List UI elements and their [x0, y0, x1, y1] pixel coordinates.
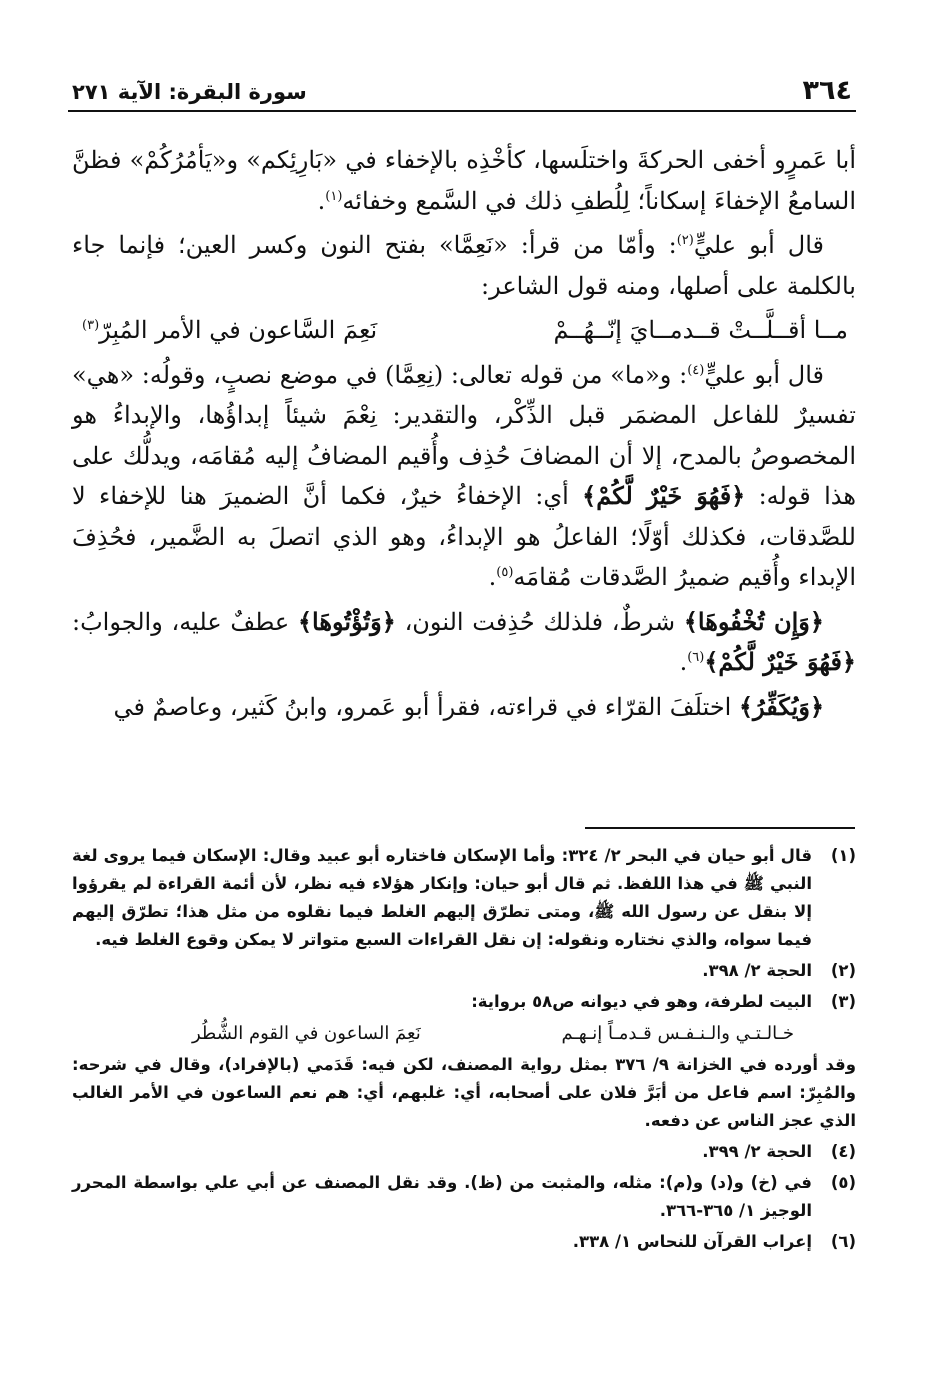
footnote [72, 1169, 856, 1225]
paragraph-text: شرطٌ، فلذلك حُذِفت النون، [404, 607, 676, 636]
footnote [72, 1228, 856, 1256]
footnotes [72, 842, 856, 1259]
footnote-number: (٦) [830, 1232, 856, 1251]
paragraph [72, 140, 856, 221]
header-divider [68, 110, 856, 112]
footnote [72, 842, 856, 954]
footnote-text: وقد أورده في الخزانة ٩/ ٣٧٦ بمثل رواية المصنف، لكن فيه: قَدَمي (بالإفراد)، وقال في شرحه: والمُبِرّ: اسم فاعل من أبَرَّ فلان على أصحابه، أي: غلبهم، أي: هم نعم الساعون في الأمر الغالب الذي عجز الناس عن دفعه. [72, 1055, 856, 1130]
page-number: ٣٦٤ [802, 75, 852, 106]
quran-quote: ﴿فَهُوَ خَيْرٌ لَّكُمْ﴾ [704, 647, 856, 676]
paragraph [72, 225, 856, 306]
paragraph-text: : وأمّا من قرأ: «نَعِمَّا» بفتح النون وكسر العين؛ فإنما جاء بالكلمة على أصلها، ومنه قول الشاعر: [72, 231, 856, 300]
main-text [72, 140, 856, 731]
running-title: سورة البقرة: الآية ٢٧١ [72, 80, 307, 104]
punctuation: . [488, 563, 497, 591]
footnote-text: الحجة ٢/ ٣٩٩. [702, 1142, 812, 1161]
punctuation: . [679, 648, 688, 676]
footnote-text: إعراب القرآن للنحاس ١/ ٣٣٨. [572, 1232, 812, 1251]
verse-hemistich-first: مــا أقــلَّــتْ قــدمــايَ إنّــهُــمْ [553, 316, 848, 344]
footnote-number: (٥) [830, 1173, 856, 1192]
footnote-text: الحجة ٢/ ٣٩٨. [702, 961, 812, 980]
footnote-continuation [72, 1051, 856, 1135]
footnote-verse [72, 1019, 856, 1049]
footnote-ref: (٢) [676, 233, 694, 248]
footnote [72, 957, 856, 985]
paragraph-text: أي: الإخفاءُ خيرٌ، فكما أنَّ الضميرَ هنا للإخفاء لا للصَّدقات، فكذلك أوّلًا؛ الفاعلُ هو الإبداءُ، وهو الذي اتصلَ به الضَّمير، فحُذِفَ الإبداء وأُقيم ضميرُ الصَّدقات مُقامَه [72, 482, 856, 591]
footnote [72, 1138, 856, 1166]
footnote-number: (١) [830, 846, 856, 865]
verse-hemistich-text: نَعِمَ السَّاعون في الأمر المُبِرّ [99, 316, 378, 344]
page-header [72, 66, 852, 106]
footnote-text: البيت لطرفة، وهو في ديوانه ص٥٨ برواية: [471, 992, 812, 1011]
quran-quote: ﴿فَهُوَ خَيْرٌ لَّكُمْ﴾ [582, 481, 746, 510]
footnote-number: (٣) [830, 992, 856, 1011]
verse-hemistich-second [82, 310, 377, 351]
footnote-ref: (١) [325, 188, 343, 204]
paragraph [72, 687, 856, 728]
punctuation: . [317, 186, 326, 215]
verse-hemistich-first: خـالـتـي والـنـفـس قـدمـاً إنـهـم [561, 1023, 794, 1044]
footnote-number: (٤) [830, 1142, 856, 1161]
quran-quote: ﴿وَإِن تُخْفُوهَا﴾ [683, 606, 824, 636]
footnote [72, 988, 856, 1016]
footnote-divider [585, 827, 855, 829]
footnote-ref: (٥) [496, 565, 514, 580]
poetry-verse [72, 310, 856, 351]
paragraph-text: اختلَفَ القرّاء في قراءته، فقرأ أبو عَمرو، وابنُ كَثير، وعاصمٌ في [113, 692, 732, 721]
paragraph-text: قال أبو عليٍّ [704, 360, 825, 389]
paragraph-text: عطفٌ عليه، والجوابُ: [72, 607, 290, 636]
footnote-text: في (خ) و(د) و(م): مثله، والمثبت من (ظ). وقد نقل المصنف عن أبي علي بواسطة المحرر الوجيز ١/ ٣٦٥-٣٦٦. [72, 1173, 812, 1220]
footnote-ref: (٦) [687, 650, 705, 665]
quran-quote: ﴿وَتُؤْتُوهَا﴾ [297, 606, 396, 636]
paragraph-text: قال أبو عليٍّ [693, 231, 824, 259]
footnote-number: (٢) [830, 961, 856, 980]
paragraph-text: أبا عَمرٍو أخفى الحركةَ واختلَسها، كأخْذِه بالإخفاء في «بَارِئِكم» و«يَأمُرُكُمْ» فظنَّ السامعُ الإخفاءَ إسكاناً؛ لِلُطفِ ذلك في السَّمع وخفائه [72, 146, 856, 215]
footnote-ref: (٤) [687, 362, 705, 378]
quran-quote: ﴿وَيُكَفِّرُ﴾ [738, 691, 824, 721]
footnote-ref: (٣) [82, 318, 100, 333]
paragraph-text: : و«ما» من قوله تعالى: (نِعِمَّا) في موضع نصبٍ، وقولُه: «هي» تفسيرٌ للفاعل المضمَر قبل الذِّكْر، والتقدير: نِعْمَ شيئاً إبداؤُها، والإبداءُ هو المخصوصُ بالمدح، إلا أن المضافَ حُذِف وأُقيم المضافُ إليه مُقامَه، ويدلُّك على هذا قوله: [72, 360, 857, 510]
footnote-text: قال أبو حيان في البحر ٢/ ٣٢٤: وأما الإسكان فاختاره أبو عبيد وقال: الإسكان فيما يروى لغة النبي ﷺ في هذا اللفظ. ثم قال أبو حيان: وإنكار هؤلاء فيه نظر، لأن أئمة القراءة لم يقرؤوا إلا بنقل عن رسول الله ﷺ، ومتى تطرّق إليهم الغلط فيما نقلوه من مثل هذا؛ تطرّق إليهم فيما سواه، والذي نختاره ونقوله: إن نقل القراءات السبع متواتر لا يمكن وقوع الغلط فيه. [72, 846, 812, 949]
paragraph [72, 602, 856, 683]
paragraph [72, 355, 856, 598]
verse-hemistich-second: نَعِمَ الساعون في القوم الشُّطُر [192, 1023, 421, 1044]
